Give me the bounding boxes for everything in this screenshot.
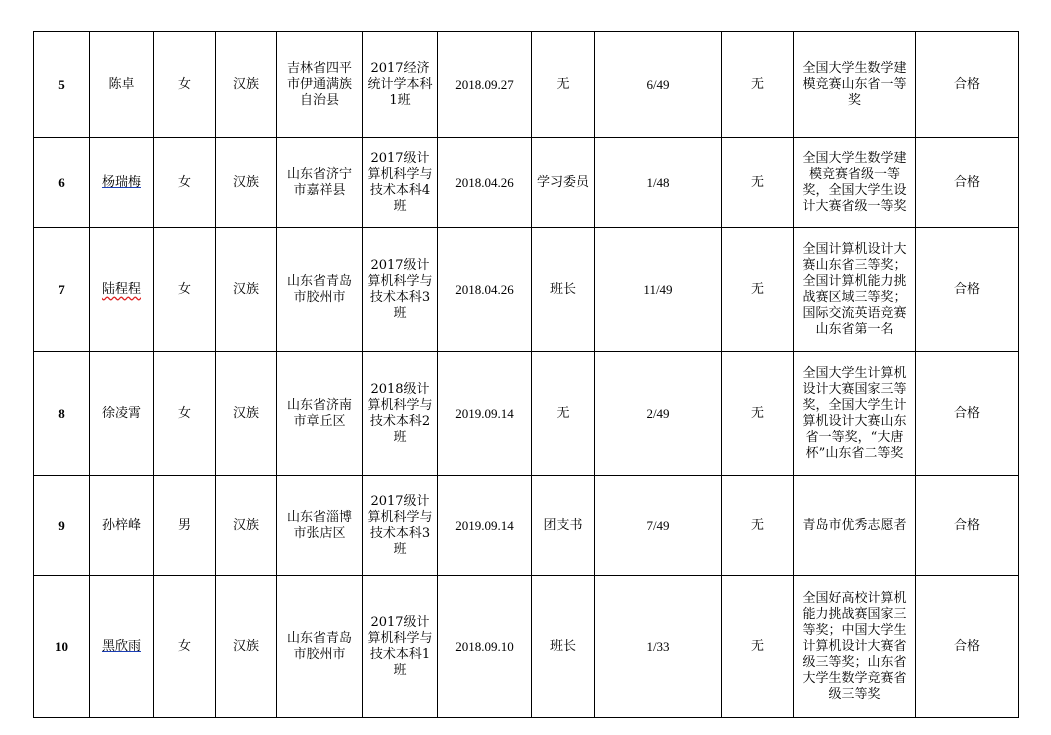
gender: 女 (154, 228, 216, 352)
hometown: 山东省青岛市胶州市 (277, 576, 363, 718)
result: 合格 (916, 476, 1019, 576)
result: 合格 (916, 228, 1019, 352)
student-name (90, 352, 154, 476)
row-number: 8 (34, 352, 90, 476)
penalty: 无 (722, 138, 794, 228)
table-row (34, 476, 1019, 576)
gender: 女 (154, 138, 216, 228)
student-name-text: 徐凌霄 (101, 405, 141, 421)
table-row (34, 352, 1019, 476)
table-row (34, 32, 1019, 138)
date: 2018.04.26 (438, 138, 532, 228)
table-row (34, 576, 1019, 718)
cadre-role: 学习委员 (532, 138, 595, 228)
hometown: 吉林省四平市伊通满族自治县 (277, 32, 363, 138)
hometown: 山东省青岛市胶州市 (277, 228, 363, 352)
cadre-role: 班长 (532, 228, 595, 352)
awards: 全国大学生数学建模竞赛省级一等奖，全国大学生设计大赛省级一等奖 (794, 138, 916, 228)
gender: 女 (154, 576, 216, 718)
date: 2018.04.26 (438, 228, 532, 352)
table-row (34, 228, 1019, 352)
awards: 全国计算机设计大赛山东省三等奖；全国计算机能力挑战赛区域三等奖；国际交流英语竞赛山东省第一名 (794, 228, 916, 352)
grade-rank: 11/49 (595, 228, 722, 352)
date: 2018.09.27 (438, 32, 532, 138)
penalty: 无 (722, 228, 794, 352)
grade-rank: 1/48 (595, 138, 722, 228)
grade-rank: 6/49 (595, 32, 722, 138)
student-name (90, 476, 154, 576)
grade-rank: 2/49 (595, 352, 722, 476)
student-name (90, 576, 154, 718)
hometown: 山东省济宁市嘉祥县 (277, 138, 363, 228)
awards: 全国大学生数学建模竞赛山东省一等奖 (794, 32, 916, 138)
row-number: 9 (34, 476, 90, 576)
cadre-role: 团支书 (532, 476, 595, 576)
row-number: 10 (34, 576, 90, 718)
student-name-text: 孙梓峰 (101, 517, 141, 533)
result: 合格 (916, 352, 1019, 476)
class-name: 2018级计算机科学与技术本科2班 (363, 352, 438, 476)
row-number: 6 (34, 138, 90, 228)
ethnicity: 汉族 (216, 476, 277, 576)
penalty: 无 (722, 352, 794, 476)
class-name: 2017级计算机科学与技术本科1班 (363, 576, 438, 718)
ethnicity: 汉族 (216, 352, 277, 476)
penalty: 无 (722, 32, 794, 138)
row-number: 7 (34, 228, 90, 352)
class-name: 2017级计算机科学与技术本科3班 (363, 228, 438, 352)
candidate-table (33, 31, 1019, 718)
ethnicity: 汉族 (216, 228, 277, 352)
cadre-role: 无 (532, 352, 595, 476)
date: 2019.09.14 (438, 476, 532, 576)
grade-rank: 7/49 (595, 476, 722, 576)
penalty: 无 (722, 476, 794, 576)
student-name-text: 杨瑞梅 (101, 174, 141, 190)
grade-rank: 1/33 (595, 576, 722, 718)
class-name: 2017级计算机科学与技术本科3班 (363, 476, 438, 576)
gender: 男 (154, 476, 216, 576)
gender: 女 (154, 32, 216, 138)
ethnicity: 汉族 (216, 138, 277, 228)
awards: 全国大学生计算机设计大赛国家三等奖，全国大学生计算机设计大赛山东省一等奖，“大唐杯”山东省二等奖 (794, 352, 916, 476)
student-name-text: 黑欣雨 (101, 638, 141, 654)
awards: 全国好高校计算机能力挑战赛国家三等奖；中国大学生计算机设计大赛省级三等奖；山东省大学生数学竞赛省级三等奖 (794, 576, 916, 718)
student-name (90, 138, 154, 228)
student-name (90, 228, 154, 352)
student-name (90, 32, 154, 138)
date: 2018.09.10 (438, 576, 532, 718)
result: 合格 (916, 138, 1019, 228)
hometown: 山东省淄博市张店区 (277, 476, 363, 576)
result: 合格 (916, 576, 1019, 718)
date: 2019.09.14 (438, 352, 532, 476)
student-name-text: 陆程程 (101, 281, 141, 297)
gender: 女 (154, 352, 216, 476)
student-name-text: 陈卓 (108, 76, 135, 92)
cadre-role: 无 (532, 32, 595, 138)
class-name: 2017级计算机科学与技术本科4班 (363, 138, 438, 228)
awards: 青岛市优秀志愿者 (794, 476, 916, 576)
table-row (34, 138, 1019, 228)
row-number: 5 (34, 32, 90, 138)
hometown: 山东省济南市章丘区 (277, 352, 363, 476)
ethnicity: 汉族 (216, 576, 277, 718)
result: 合格 (916, 32, 1019, 138)
ethnicity: 汉族 (216, 32, 277, 138)
cadre-role: 班长 (532, 576, 595, 718)
class-name: 2017经济统计学本科1班 (363, 32, 438, 138)
penalty: 无 (722, 576, 794, 718)
